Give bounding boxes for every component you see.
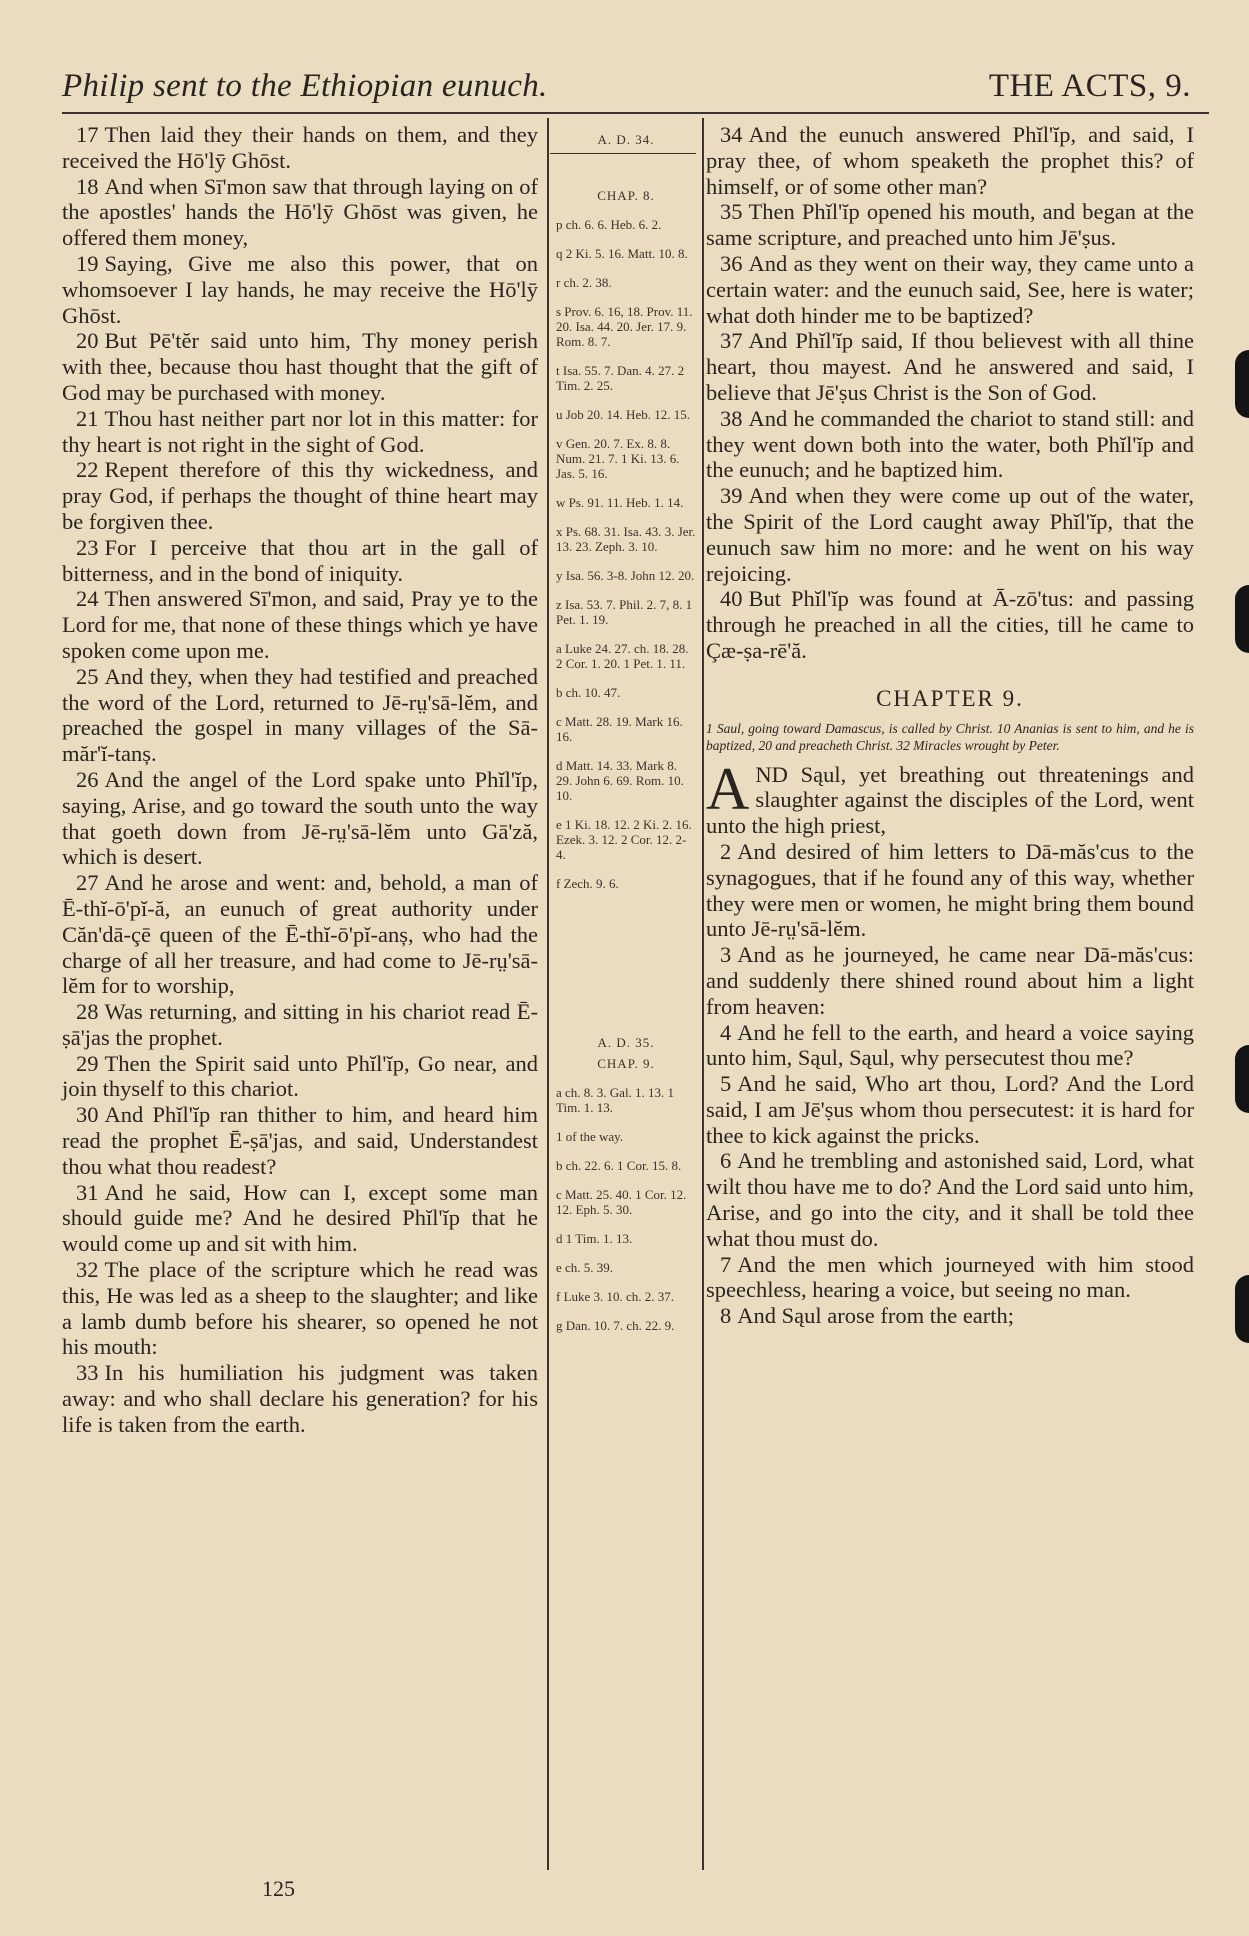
margin-reference: g Dan. 10. 7. ch. 22. 9.: [556, 1318, 675, 1333]
margin-reference: r ch. 2. 38.: [556, 275, 612, 290]
verse: 31 And he said, How can I, except some man should guide me? And he desired Phĭl'ĭp that he would come up and sit with him.: [62, 1179, 538, 1257]
margin-reference: a ch. 8. 3. Gal. 1. 13. 1 Tim. 1. 13.: [556, 1085, 675, 1115]
verse: 29 Then the Spirit said unto Phĭl'ĭp, Go near, and join thyself to this chariot.: [62, 1050, 538, 1102]
verse: 26 And the angel of the Lord spake unto Phĭl'ĭp, saying, Arise, and go toward the south unto the way that goeth down from Jē-rṳ'sā-lĕm unto Gā'ză, which is desert.: [62, 766, 538, 870]
left-text-column: [62, 122, 538, 1438]
verse: 22 Repent therefore of this thy wickedness, and pray God, if perhaps the thought of thine heart may be forgiven thee.: [62, 457, 538, 534]
verse: 4 And he fell to the earth, and heard a voice saying unto him, Sąul, Sąul, why persecutest thou me?: [706, 1019, 1194, 1071]
verse: 5 And he said, Who art thou, Lord? And the Lord said, I am Jē'ṣus whom thou persecutest: it is hard for thee to kick against the pricks.: [706, 1071, 1194, 1148]
margin-reference: q 2 Ki. 5. 16. Matt. 10. 8.: [556, 246, 688, 261]
margin-chapter: CHAP. 9.: [597, 1056, 655, 1071]
thumb-index-tab: [1235, 585, 1249, 653]
verse: 34 And the eunuch answered Phĭl'ĭp, and said, I pray thee, of whom speaketh the prophet this? of himself, or of some other man?: [706, 122, 1194, 199]
verse: 25 And they, when they had testified and preached the word of the Lord, returned to Jē-rṳ'sā-lĕm, and preached the gospel in many villages of the Sā-măr'ĭ-tanș.: [62, 663, 538, 767]
page-number: 125: [262, 1876, 295, 1901]
margin-reference: 1 of the way.: [556, 1129, 624, 1144]
margin-reference: w Ps. 91. 11. Heb. 1. 14.: [556, 495, 684, 510]
margin-reference: z Isa. 53. 7. Phil. 2. 7, 8. 1 Pet. 1. 19.: [556, 597, 693, 627]
verse: 20 But Pē'tĕr said unto him, Thy money perish with thee, because thou hast thought that the gift of God may be purchased with money.: [62, 328, 538, 405]
verse: 37 And Phĭl'ĭp said, If thou believest with all thine heart, thou mayest. And he answered and said, I believe that Jē'ṣus Christ is the Son of God.: [706, 328, 1194, 405]
margin-reference: f Luke 3. 10. ch. 2. 37.: [556, 1289, 675, 1304]
margin-reference: u Job 20. 14. Heb. 12. 15.: [556, 407, 690, 422]
chapter-heading: CHAPTER 9.: [876, 685, 1024, 711]
margin-reference: c Matt. 25. 40. 1 Cor. 12. 12. Eph. 5. 30.: [556, 1187, 687, 1217]
margin-reference: d 1 Tim. 1. 13.: [556, 1231, 633, 1246]
verse: 3 And as he journeyed, he came near Dā-măs'cus: and suddenly there shined round about him a light from heaven:: [706, 942, 1194, 1019]
column-divider-right: [702, 118, 704, 1870]
margin-year: A. D. 35.: [597, 1035, 655, 1050]
verse: 23 For I perceive that thou art in the gall of bitterness, and in the bond of iniquity.: [62, 534, 538, 586]
margin-reference: b ch. 10. 47.: [556, 685, 621, 700]
verse: 36 And as they went on their way, they came unto a certain water: and the eunuch said, See, here is water; what doth hinder me to be baptized?: [706, 250, 1194, 328]
margin-reference: c Matt. 28. 19. Mark 16. 16.: [556, 714, 683, 744]
margin-reference: f Zech. 9. 6.: [556, 876, 619, 891]
verse: 39 And when they were come up out of the water, the Spirit of the Lord caught away Phĭl'ĭp, that the eunuch saw him no more: and he went on his way rejoicing.: [706, 483, 1194, 586]
verse-with-dropcap: AND Sąul, yet breathing out threatenings and slaughter against the disciples of the Lord, went unto the high priest,: [706, 755, 1194, 839]
drop-cap: A: [706, 755, 750, 822]
verse: 38 And he commanded the chariot to stand still: and they went down both into the water, both Phĭl'ĭp and the eunuch; and he baptized him.: [706, 405, 1194, 483]
verse: 2 And desired of him letters to Dā-măs'cus to the synagogues, that if he found any of this way, whether they were men or women, he might bring them bound unto Jē-rṳ'sā-lĕm.: [706, 838, 1194, 942]
header-rule: [62, 112, 1209, 114]
page-header: [62, 62, 1209, 114]
verse: 27 And he arose and went: and, behold, a man of Ē-thĭ-ō'pĭ-ă, an eunuch of great authority under Căn'dā-çē queen of the Ē-thĭ-ō'pĭ-anș, who had the charge of all her treasure, and had come to Jē-rṳ'sā-lĕm for to worship,: [62, 870, 538, 999]
cross-reference-margin: [556, 122, 696, 1347]
margin-reference: s Prov. 6. 16, 18. Prov. 11. 20. Isa. 44. 20. Jer. 17. 9. Rom. 8. 7.: [556, 304, 693, 349]
right-text-column: [706, 122, 1194, 1329]
column-divider-left: [547, 118, 549, 1870]
verse: 6 And he trembling and astonished said, Lord, what wilt thou have me to do? And the Lord said unto him, Arise, and go into the city, and it shall be told thee what thou must do.: [706, 1148, 1194, 1251]
thumb-index-tab: [1235, 350, 1249, 418]
verse: 30 And Phĭl'ĭp ran thither to him, and heard him read the prophet Ē-ṣā'jas, and said, Understandest thou what thou readest?: [62, 1102, 538, 1179]
margin-reference: a Luke 24. 27. ch. 18. 28. 2 Cor. 1. 20. 1 Pet. 1. 11.: [556, 641, 689, 671]
verse: 28 Was returning, and sitting in his chariot read Ē-ṣā'jas the prophet.: [62, 999, 538, 1050]
verse: 24 Then answered Sī'mon, and said, Pray ye to the Lord for me, that none of these things which ye have spoken come upon me.: [62, 586, 538, 663]
verse: 21 Thou hast neither part nor lot in this matter: for thy heart is not right in the sight of God.: [62, 405, 538, 457]
margin-reference: b ch. 22. 6. 1 Cor. 15. 8.: [556, 1158, 682, 1173]
verse: 40 But Phĭl'ĭp was found at Ā-zō'tus: and passing through he preached in all the cities, till he came to Çæ-ṣa-rē'ă.: [706, 586, 1194, 663]
margin-reference: e 1 Ki. 18. 12. 2 Ki. 2. 16. Ezek. 3. 12. 2 Cor. 12. 2-4.: [556, 817, 692, 862]
margin-reference: y Isa. 56. 3-8. John 12. 20.: [556, 568, 695, 583]
verse: 8 And Sąul arose from the earth;: [720, 1303, 1015, 1329]
verse: 35 Then Phĭl'ĭp opened his mouth, and began at the same scripture, and preached unto him Jē'ṣus.: [706, 199, 1194, 251]
margin-reference: x Ps. 68. 31. Isa. 43. 3. Jer. 13. 23. Zeph. 3. 10.: [556, 524, 696, 554]
verse: 19 Saying, Give me also this power, that on whomsoever I lay hands, he may receive the Hō'lȳ Ghōst.: [62, 250, 538, 328]
thumb-index-tab: [1235, 1275, 1249, 1343]
verse: 32 The place of the scripture which he read was this, He was led as a sheep to the slaughter; and like a lamb dumb before his shearer, so opened he not his mouth:: [62, 1257, 538, 1360]
margin-rule: [550, 153, 696, 154]
margin-reference: e ch. 5. 39.: [556, 1260, 614, 1275]
margin-reference: t Isa. 55. 7. Dan. 4. 27. 2 Tim. 2. 25.: [556, 363, 685, 393]
thumb-index-tab: [1235, 1045, 1249, 1113]
margin-spacer: [556, 905, 696, 1025]
book-chapter-title: THE ACTS, 9.: [988, 68, 1191, 104]
chapter-summary: 1 Saul, going toward Damascus, is called by Christ. 10 Ananias is sent to him, and he is baptized, 20 and preacheth Christ. 32 Miracles wrought by Peter.: [706, 720, 1194, 753]
margin-reference: v Gen. 20. 7. Ex. 8. 8. Num. 21. 7. 1 Ki. 13. 6. Jas. 5. 16.: [556, 436, 680, 481]
margin-chapter: CHAP. 8.: [597, 188, 655, 203]
margin-year: A. D. 34.: [597, 132, 655, 147]
margin-reference: d Matt. 14. 33. Mark 8. 29. John 6. 69. Rom. 10. 10.: [556, 758, 684, 803]
verse: 17 Then laid they their hands on them, and they received the Hō'lȳ Ghōst.: [62, 122, 538, 173]
running-title: Philip sent to the Ethiopian eunuch.: [62, 68, 548, 104]
verse: 33 In his humiliation his judgment was taken away: and who shall declare his generation? for his life is taken from the earth.: [62, 1360, 538, 1437]
margin-reference: p ch. 6. 6. Heb. 6. 2.: [556, 217, 662, 232]
verse: 7 And the men which journeyed with him stood speechless, hearing a voice, but seeing no man.: [706, 1251, 1194, 1303]
verse: 18 And when Sī'mon saw that through laying on of the apostles' hands the Hō'lȳ Ghōst was given, he offered them money,: [62, 173, 538, 251]
